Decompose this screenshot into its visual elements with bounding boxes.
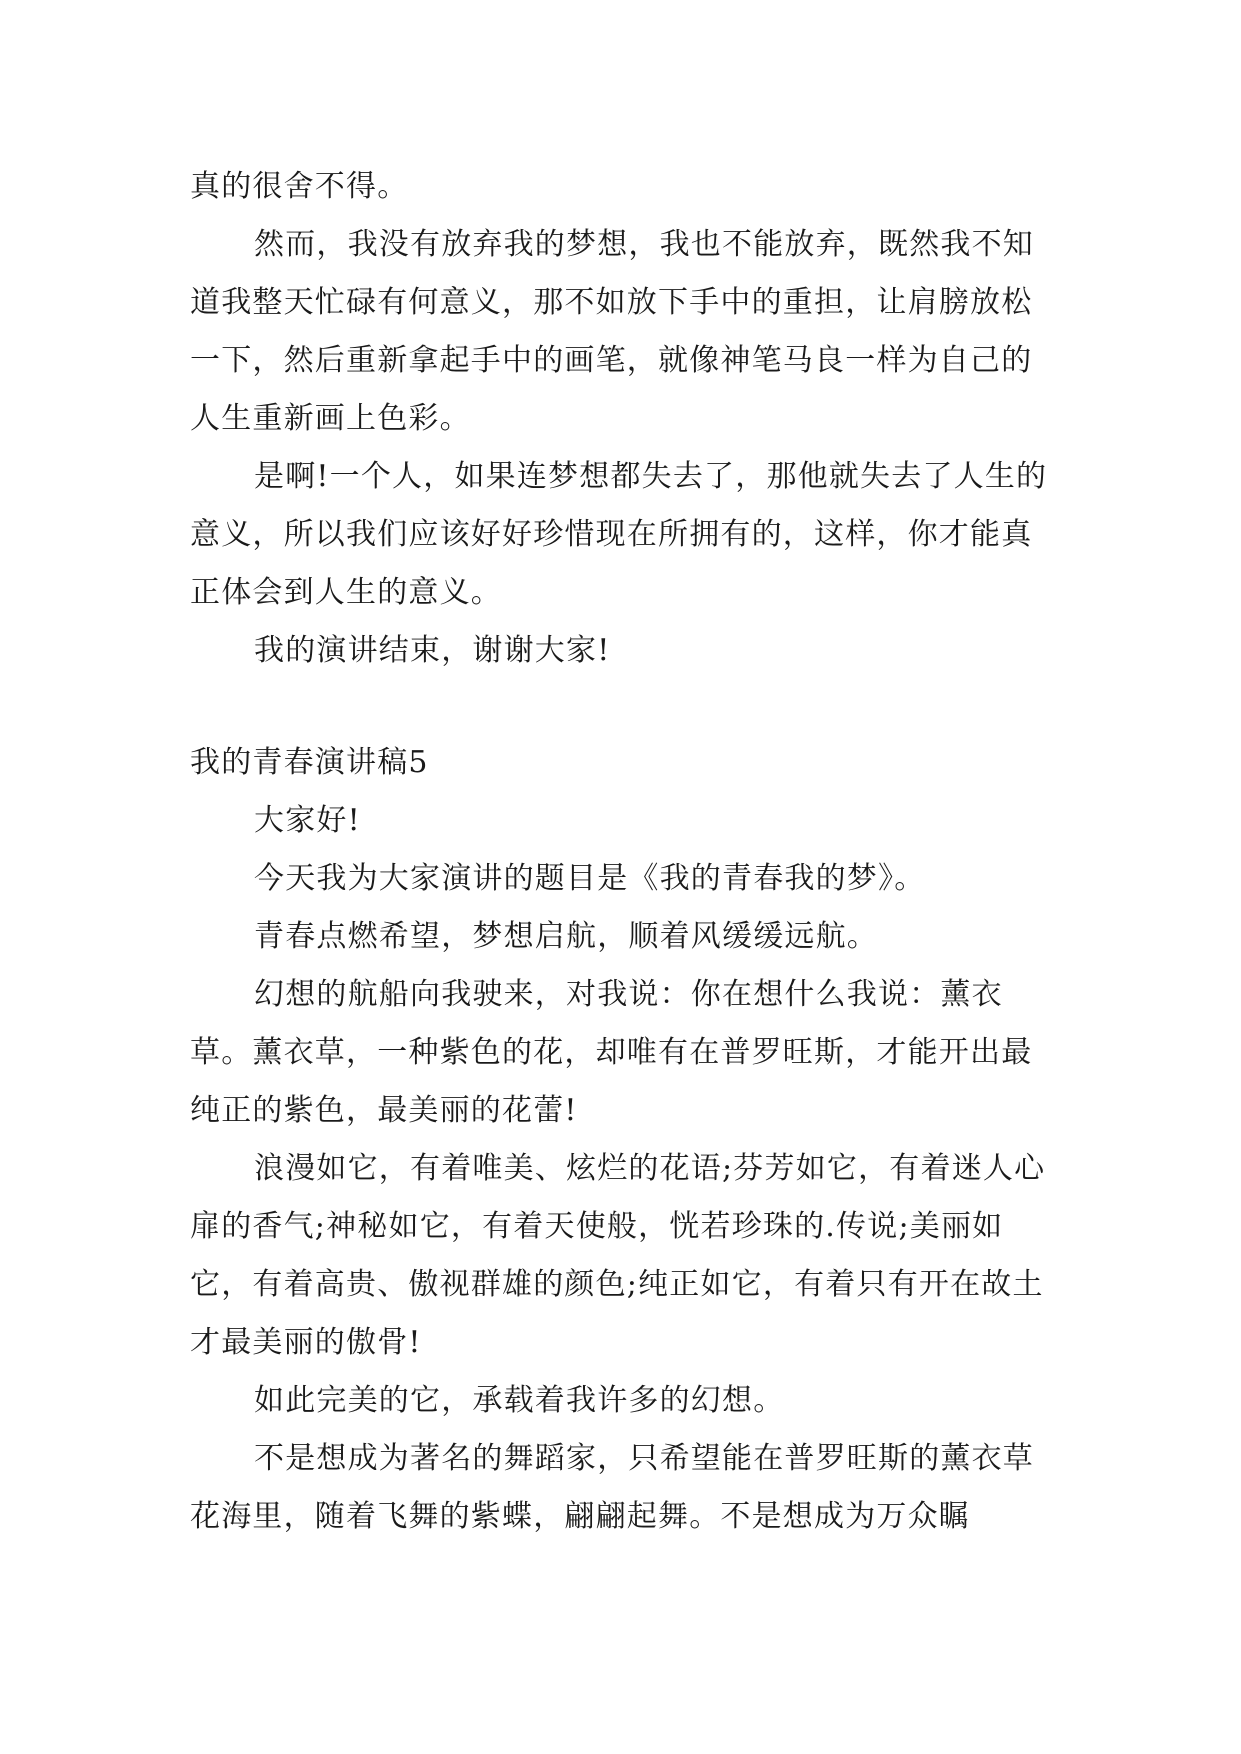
paragraph: 我的演讲结束，谢谢大家! xyxy=(254,633,611,668)
document-body xyxy=(190,158,1056,1546)
paragraph: 不是想成为著名的舞蹈家，只希望能在普罗旺斯的薰衣草花海里，随着飞舞的紫蝶，翩翩起舞。不是想成为万众瞩 xyxy=(190,1441,1034,1534)
section-title: 我的青春演讲稿5 xyxy=(190,745,429,780)
paragraph: 幻想的航船向我驶来，对我说：你在想什么我说：薰衣草。薰衣草，一种紫色的花，却唯有在普罗旺斯，才能开出最纯正的紫色，最美丽的花蕾! xyxy=(190,977,1033,1128)
paragraph: 是啊!一个人，如果连梦想都失去了，那他就失去了人生的意义，所以我们应该好好珍惜现在所拥有的，这样，你才能真正体会到人生的意义。 xyxy=(190,459,1048,610)
paragraph: 浪漫如它，有着唯美、炫烂的花语;芬芳如它，有着迷人心扉的香气;神秘如它，有着天使般，恍若珍珠的.传说;美丽如它，有着高贵、傲视群雄的颜色;纯正如它，有着只有开在故土才最美丽的傲骨! xyxy=(190,1151,1046,1360)
paragraph: 今天我为大家演讲的题目是《我的青春我的梦》。 xyxy=(254,861,926,896)
paragraph: 然而，我没有放弃我的梦想，我也不能放弃，既然我不知道我整天忙碌有何意义，那不如放下手中的重担，让肩膀放松一下，然后重新拿起手中的画笔，就像神笔马良一样为自己的人生重新画上色彩。 xyxy=(190,227,1034,436)
paragraph: 青春点燃希望，梦想启航，顺着风缓缓远航。 xyxy=(254,919,878,954)
paragraph: 大家好! xyxy=(254,803,361,838)
paragraph-continuation: 真的很舍不得。 xyxy=(190,169,409,204)
paragraph: 如此完美的它，承载着我许多的幻想。 xyxy=(254,1383,785,1418)
